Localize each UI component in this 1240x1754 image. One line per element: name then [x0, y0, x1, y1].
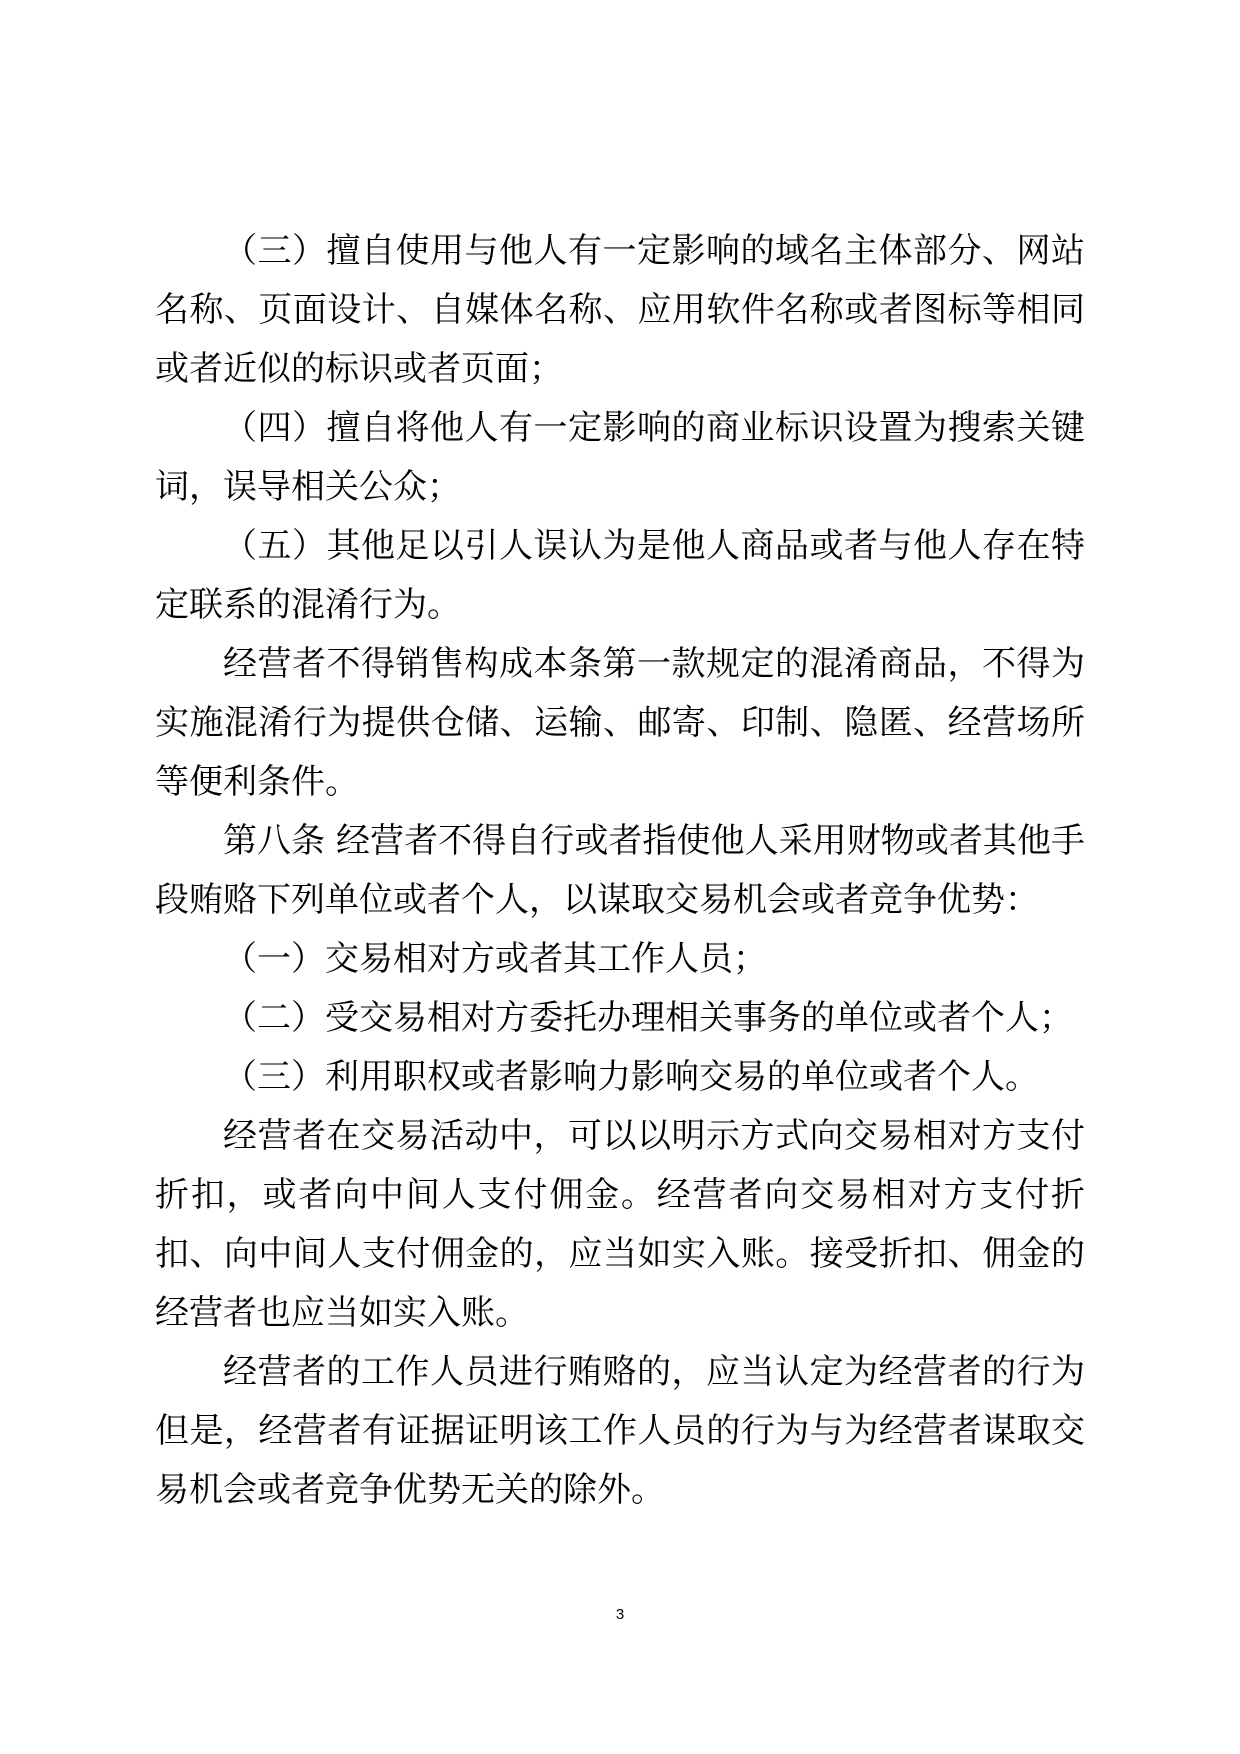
paragraph-item-4: （四）擅自将他人有一定影响的商业标识设置为搜索关键词，误导相关公众；	[155, 408, 1085, 507]
paragraph-discount-commission: 经营者在交易活动中，可以以明示方式向交易相对方支付折扣，或者向中间人支付佣金。经营者向交易相对方支付折扣、向中间人支付佣金的，应当如实入账。接受折扣、佣金的经营者也应当如实入账。	[155, 1116, 1085, 1333]
paragraph-employee-bribery: 经营者的工作人员进行贿赂的，应当认定为经营者的行为但是，经营者有证据证明该工作人员的行为与为经营者谋取交易机会或者竞争优势无关的除外。	[155, 1352, 1085, 1510]
page-number: 3	[615, 1606, 625, 1623]
document-body	[155, 222, 1085, 1520]
paragraph-item-1: （一）交易相对方或者其工作人员；	[223, 939, 767, 979]
paragraph-article-8: 第八条 经营者不得自行或者指使他人采用财物或者其他手段贿赂下列单位或者个人，以谋取交易机会或者竞争优势：	[155, 821, 1085, 920]
paragraph-sale-prohibition: 经营者不得销售构成本条第一款规定的混淆商品，不得为实施混淆行为提供仓储、运输、邮寄、印制、隐匿、经营场所等便利条件。	[155, 644, 1085, 802]
paragraph-item-5: （五）其他足以引人误认为是他人商品或者与他人存在特定联系的混淆行为。	[155, 526, 1085, 625]
paragraph-item-3b: （三）利用职权或者影响力影响交易的单位或者个人。	[223, 1057, 1039, 1097]
paragraph-item-3: （三）擅自使用与他人有一定影响的域名主体部分、网站名称、页面设计、自媒体名称、应用软件名称或者图标等相同或者近似的标识或者页面；	[155, 231, 1085, 389]
paragraph-item-2: （二）受交易相对方委托办理相关事务的单位或者个人；	[223, 998, 1073, 1038]
